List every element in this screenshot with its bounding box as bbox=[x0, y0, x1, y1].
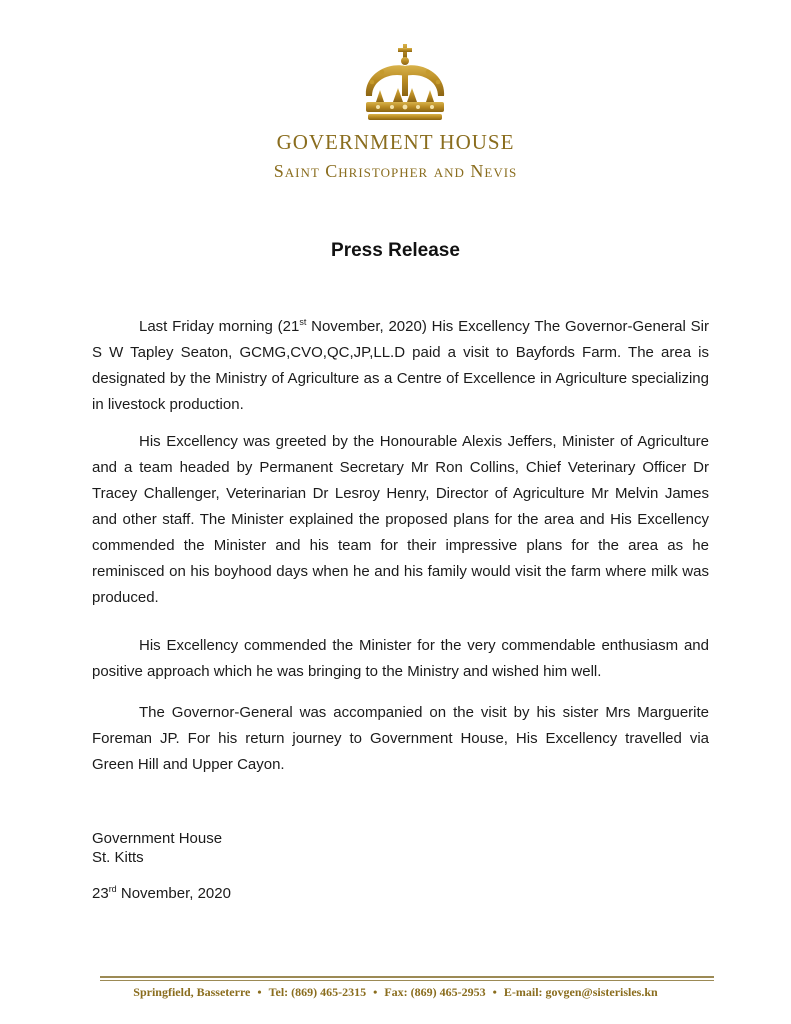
signature-line-1: Government House bbox=[92, 830, 223, 847]
organization-subtitle: Saint Christopher and Nevis bbox=[273, 161, 518, 181]
paragraph-3 bbox=[92, 633, 709, 685]
paragraph-1-ordinal: st bbox=[299, 317, 307, 327]
footer-rule-thick bbox=[100, 976, 714, 978]
paragraph-1-part1: Last Friday morning (21 bbox=[139, 318, 300, 335]
footer-separator: • bbox=[492, 985, 497, 999]
footer-separator: • bbox=[257, 985, 262, 999]
paragraph-1-part2: November, 2020) His Excellency The Governor-General Sir S W Tapley Seaton, GCMG,CVO,QC,JP,LL.D paid a visit to Bayfords Farm. The area is designated by the Ministry of Agriculture as a Centre of Excellence in Agriculture specializing in livestock production. bbox=[92, 318, 709, 413]
paragraph-3-text: His Excellency commended the Minister for the very commendable enthusiasm and positive approach which he was bringing to the Ministry and wished him well. bbox=[92, 637, 709, 680]
release-date-rest: November, 2020 bbox=[116, 885, 231, 902]
footer-telephone: Tel: (869) 465-2315 bbox=[268, 985, 367, 999]
paragraph-2 bbox=[92, 429, 709, 611]
footer-email: E-mail: govgen@sisterisles.kn bbox=[503, 985, 658, 999]
paragraph-4-text: The Governor-General was accompanied on the visit by his sister Mrs Marguerite Foreman JP. For his return journey to Government House, His Excellency travelled via Green Hill and Upper Cayon. bbox=[92, 704, 709, 773]
organization-name: GOVERNMENT HOUSE bbox=[276, 130, 515, 154]
paragraph-2-text: His Excellency was greeted by the Honourable Alexis Jeffers, Minister of Agriculture and a team headed by Permanent Secretary Mr Ron Collins, Chief Veterinary Officer Dr Tracey Challenger, Veterinarian Dr Lesroy Henry, Director of Agriculture Mr Melvin James and other staff. The Minister explained the proposed plans for the area and His Excellency commended the Minister and his team for their impressive plans for the area as he reminisced on his boyhood days when he and his family would visit the farm where milk was produced. bbox=[92, 433, 709, 606]
royal-crown-icon bbox=[358, 44, 452, 124]
release-date-ordinal: rd bbox=[108, 884, 117, 894]
footer-rule-thin bbox=[100, 980, 714, 981]
signature-line-2: St. Kitts bbox=[92, 849, 144, 866]
signature-block bbox=[92, 829, 222, 867]
footer-contact bbox=[0, 985, 791, 1000]
footer-fax: Fax: (869) 465-2953 bbox=[384, 985, 486, 999]
release-date-day: 23 bbox=[92, 885, 109, 902]
document-title: Press Release bbox=[331, 240, 460, 261]
footer-address: Springfield, Basseterre bbox=[133, 985, 251, 999]
release-date bbox=[92, 885, 231, 902]
footer-separator: • bbox=[373, 985, 378, 999]
paragraph-1 bbox=[92, 314, 709, 418]
paragraph-4 bbox=[92, 700, 709, 778]
